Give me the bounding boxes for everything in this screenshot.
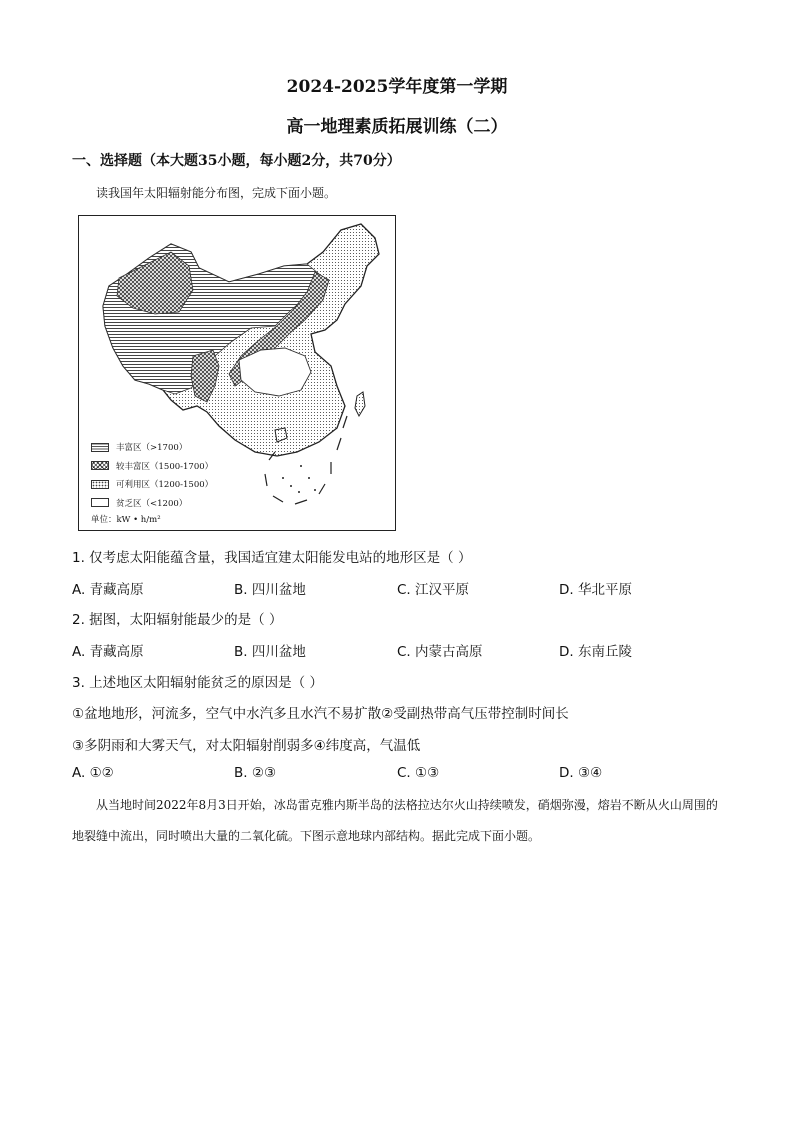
section-heading: 一、选择题（本大题35小题，每小题2分，共70分）: [72, 153, 401, 169]
legend-swatch-rich: [91, 443, 109, 452]
legend-label: 较丰富区（1500-1700）: [116, 461, 214, 472]
legend-swatch-usable: [91, 480, 109, 489]
legend-item-relatively-rich: [91, 457, 213, 476]
q3-statement-line-2: ③多阴雨和大雾天气，对太阳辐射削弱多④纬度高，气温低: [72, 738, 421, 754]
q1-option-a[interactable]: A. 青藏高原: [72, 582, 144, 598]
exam-title-subject: 高一地理素质拓展训练（二）: [286, 117, 508, 137]
south-sea-islands: [282, 465, 316, 493]
q2-option-b[interactable]: B. 四川盆地: [234, 644, 306, 660]
map-legend: [91, 438, 213, 525]
q2-option-c[interactable]: C. 内蒙古高原: [397, 644, 483, 660]
taiwan-island: [355, 392, 365, 416]
legend-swatch-poor: [91, 498, 109, 507]
question-2-stem: 2. 据图，太阳辐射能最少的是（ ）: [72, 612, 283, 628]
q1-option-c[interactable]: C. 江汉平原: [397, 582, 470, 598]
map-unit: 单位：kW • h/m²: [91, 515, 161, 525]
q1-option-d[interactable]: D. 华北平原: [559, 582, 632, 598]
solar-radiation-map: [78, 215, 396, 531]
legend-swatch-relatively-rich: [91, 461, 109, 470]
legend-label: 可利用区（1200-1500）: [116, 480, 214, 491]
volcano-passage: 从当地时间2022年8月3日开始，冰岛雷克雅内斯半岛的法格拉达尔火山持续喷发，硝烟弥漫，熔岩不断从火山周围的地裂缝中流出，同时喷出大量的二氧化硫。下图示意地球内部结构。据此完成下面小题。: [72, 798, 718, 843]
legend-item-poor: [91, 494, 213, 513]
legend-label: 丰富区（>1700）: [116, 443, 188, 454]
relatively-rich-region: [117, 252, 193, 314]
q3-option-b[interactable]: B. ②③: [234, 765, 277, 781]
intro-text: 读我国年太阳辐射能分布图，完成下面小题。: [96, 186, 337, 200]
q2-option-a[interactable]: A. 青藏高原: [72, 644, 144, 660]
legend-item-usable: [91, 475, 213, 494]
question-1-stem: 1. 仅考虑太阳能蕴含量，我国适宜建太阳能发电站的地形区是（ ）: [72, 550, 472, 566]
q1-option-b[interactable]: B. 四川盆地: [234, 582, 306, 598]
q3-option-c[interactable]: C. ①③: [397, 765, 440, 781]
q3-option-d[interactable]: D. ③④: [559, 765, 603, 781]
legend-item-rich: [91, 438, 213, 457]
q3-statement-line-1: ①盆地地形，河流多，空气中水汽多且水汽不易扩散②受副热带高气压带控制时间长: [72, 706, 569, 722]
q3-option-a[interactable]: A. ①②: [72, 765, 114, 781]
question-3-stem: 3. 上述地区太阳辐射能贫乏的原因是（ ）: [72, 675, 323, 691]
exam-title-year: 2024-2025学年度第一学期: [286, 77, 508, 97]
q2-option-d[interactable]: D. 东南丘陵: [559, 644, 632, 660]
legend-label: 贫乏区（<1200）: [116, 498, 188, 509]
